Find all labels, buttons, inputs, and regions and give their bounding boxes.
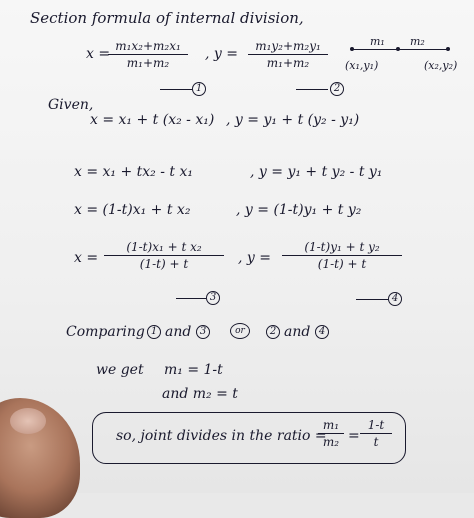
segment-right-point: (x₂,y₂) (424, 59, 458, 72)
segment-m1: m₁ (370, 35, 385, 48)
formula-x-numerator: m₁x₂+m₂x₁ (115, 39, 181, 53)
given-line1-y: , y = y₁ + t (y₂ - y₁) (226, 112, 360, 128)
given-line4-y-lhs: , y = (238, 250, 271, 266)
given-line2-y: , y = y₁ + t y₂ - t y₁ (250, 164, 383, 180)
eq1-rule (160, 89, 192, 90)
given-line2-x: x = x₁ + tx₂ - t x₁ (74, 164, 194, 180)
conclusion-ratio-denominator: m₂ (322, 435, 340, 449)
heading: Section formula of internal division, (30, 9, 304, 27)
segment-line (352, 49, 448, 50)
given-line4-x-numerator: (1-t)x₁ + t x₂ (126, 240, 202, 254)
conclusion-ratio-fraction (318, 418, 344, 449)
comparing-label: Comparing (66, 324, 145, 340)
comparing-and-2: and (284, 324, 311, 340)
eq1-label: 1 (192, 82, 206, 96)
given-line1-x: x = x₁ + t (x₂ - x₁) (90, 112, 215, 128)
eq3-rule (176, 298, 206, 299)
segment-left-point: (x₁,y₁) (345, 59, 379, 72)
conclusion-result-numerator: 1-t (367, 418, 385, 432)
comparing-or: or (230, 323, 250, 339)
formula-y-denominator: m₁+m₂ (266, 56, 310, 70)
formula-x-denominator: m₁+m₂ (126, 56, 170, 70)
given-line4-x-fraction (104, 240, 224, 271)
eq2-rule (296, 89, 328, 90)
conclusion-equals: = (348, 428, 360, 444)
segment-point-a (350, 47, 354, 51)
comparing-ref-3: 3 (196, 325, 210, 339)
formula-y-lhs: , y = (205, 46, 238, 62)
given-line4-x-lhs: x = (74, 250, 99, 266)
given-line4-y-denominator: (1-t) + t (317, 257, 367, 271)
result-m2: and m₂ = t (162, 386, 238, 402)
formula-x-fraction (108, 39, 188, 70)
segment-point-p (396, 47, 400, 51)
eq4-rule (356, 299, 388, 300)
fingernail (10, 408, 46, 434)
eq3-label: 3 (206, 291, 220, 305)
formula-y-fraction (248, 39, 328, 70)
formula-y-numerator: m₁y₂+m₂y₁ (255, 39, 321, 53)
given-line3-x: x = (1-t)x₁ + t x₂ (74, 202, 191, 218)
comparing-ref-2: 2 (266, 325, 280, 339)
eq4-label: 4 (388, 292, 402, 306)
given-line4-x-denominator: (1-t) + t (139, 257, 189, 271)
result-m1: m₁ = 1-t (164, 362, 223, 378)
conclusion-text: so, joint divides in the ratio = (116, 428, 327, 444)
given-line3-y: , y = (1-t)y₁ + t y₂ (236, 202, 362, 218)
conclusion-result-denominator: t (373, 435, 379, 449)
result-we-get: we get (96, 362, 144, 378)
comparing-ref-4: 4 (315, 325, 329, 339)
conclusion-ratio-numerator: m₁ (322, 418, 340, 432)
given-line4-y-fraction (282, 240, 402, 271)
segment-point-b (446, 47, 450, 51)
comparing-ref-1: 1 (147, 325, 161, 339)
formula-x-lhs: x = (86, 46, 111, 62)
segment-m2: m₂ (410, 35, 425, 48)
given-label: Given, (48, 97, 94, 113)
eq2-label: 2 (330, 82, 344, 96)
conclusion-result-fraction (360, 418, 392, 449)
given-line4-y-numerator: (1-t)y₁ + t y₂ (304, 240, 380, 254)
comparing-and-1: and (165, 324, 192, 340)
